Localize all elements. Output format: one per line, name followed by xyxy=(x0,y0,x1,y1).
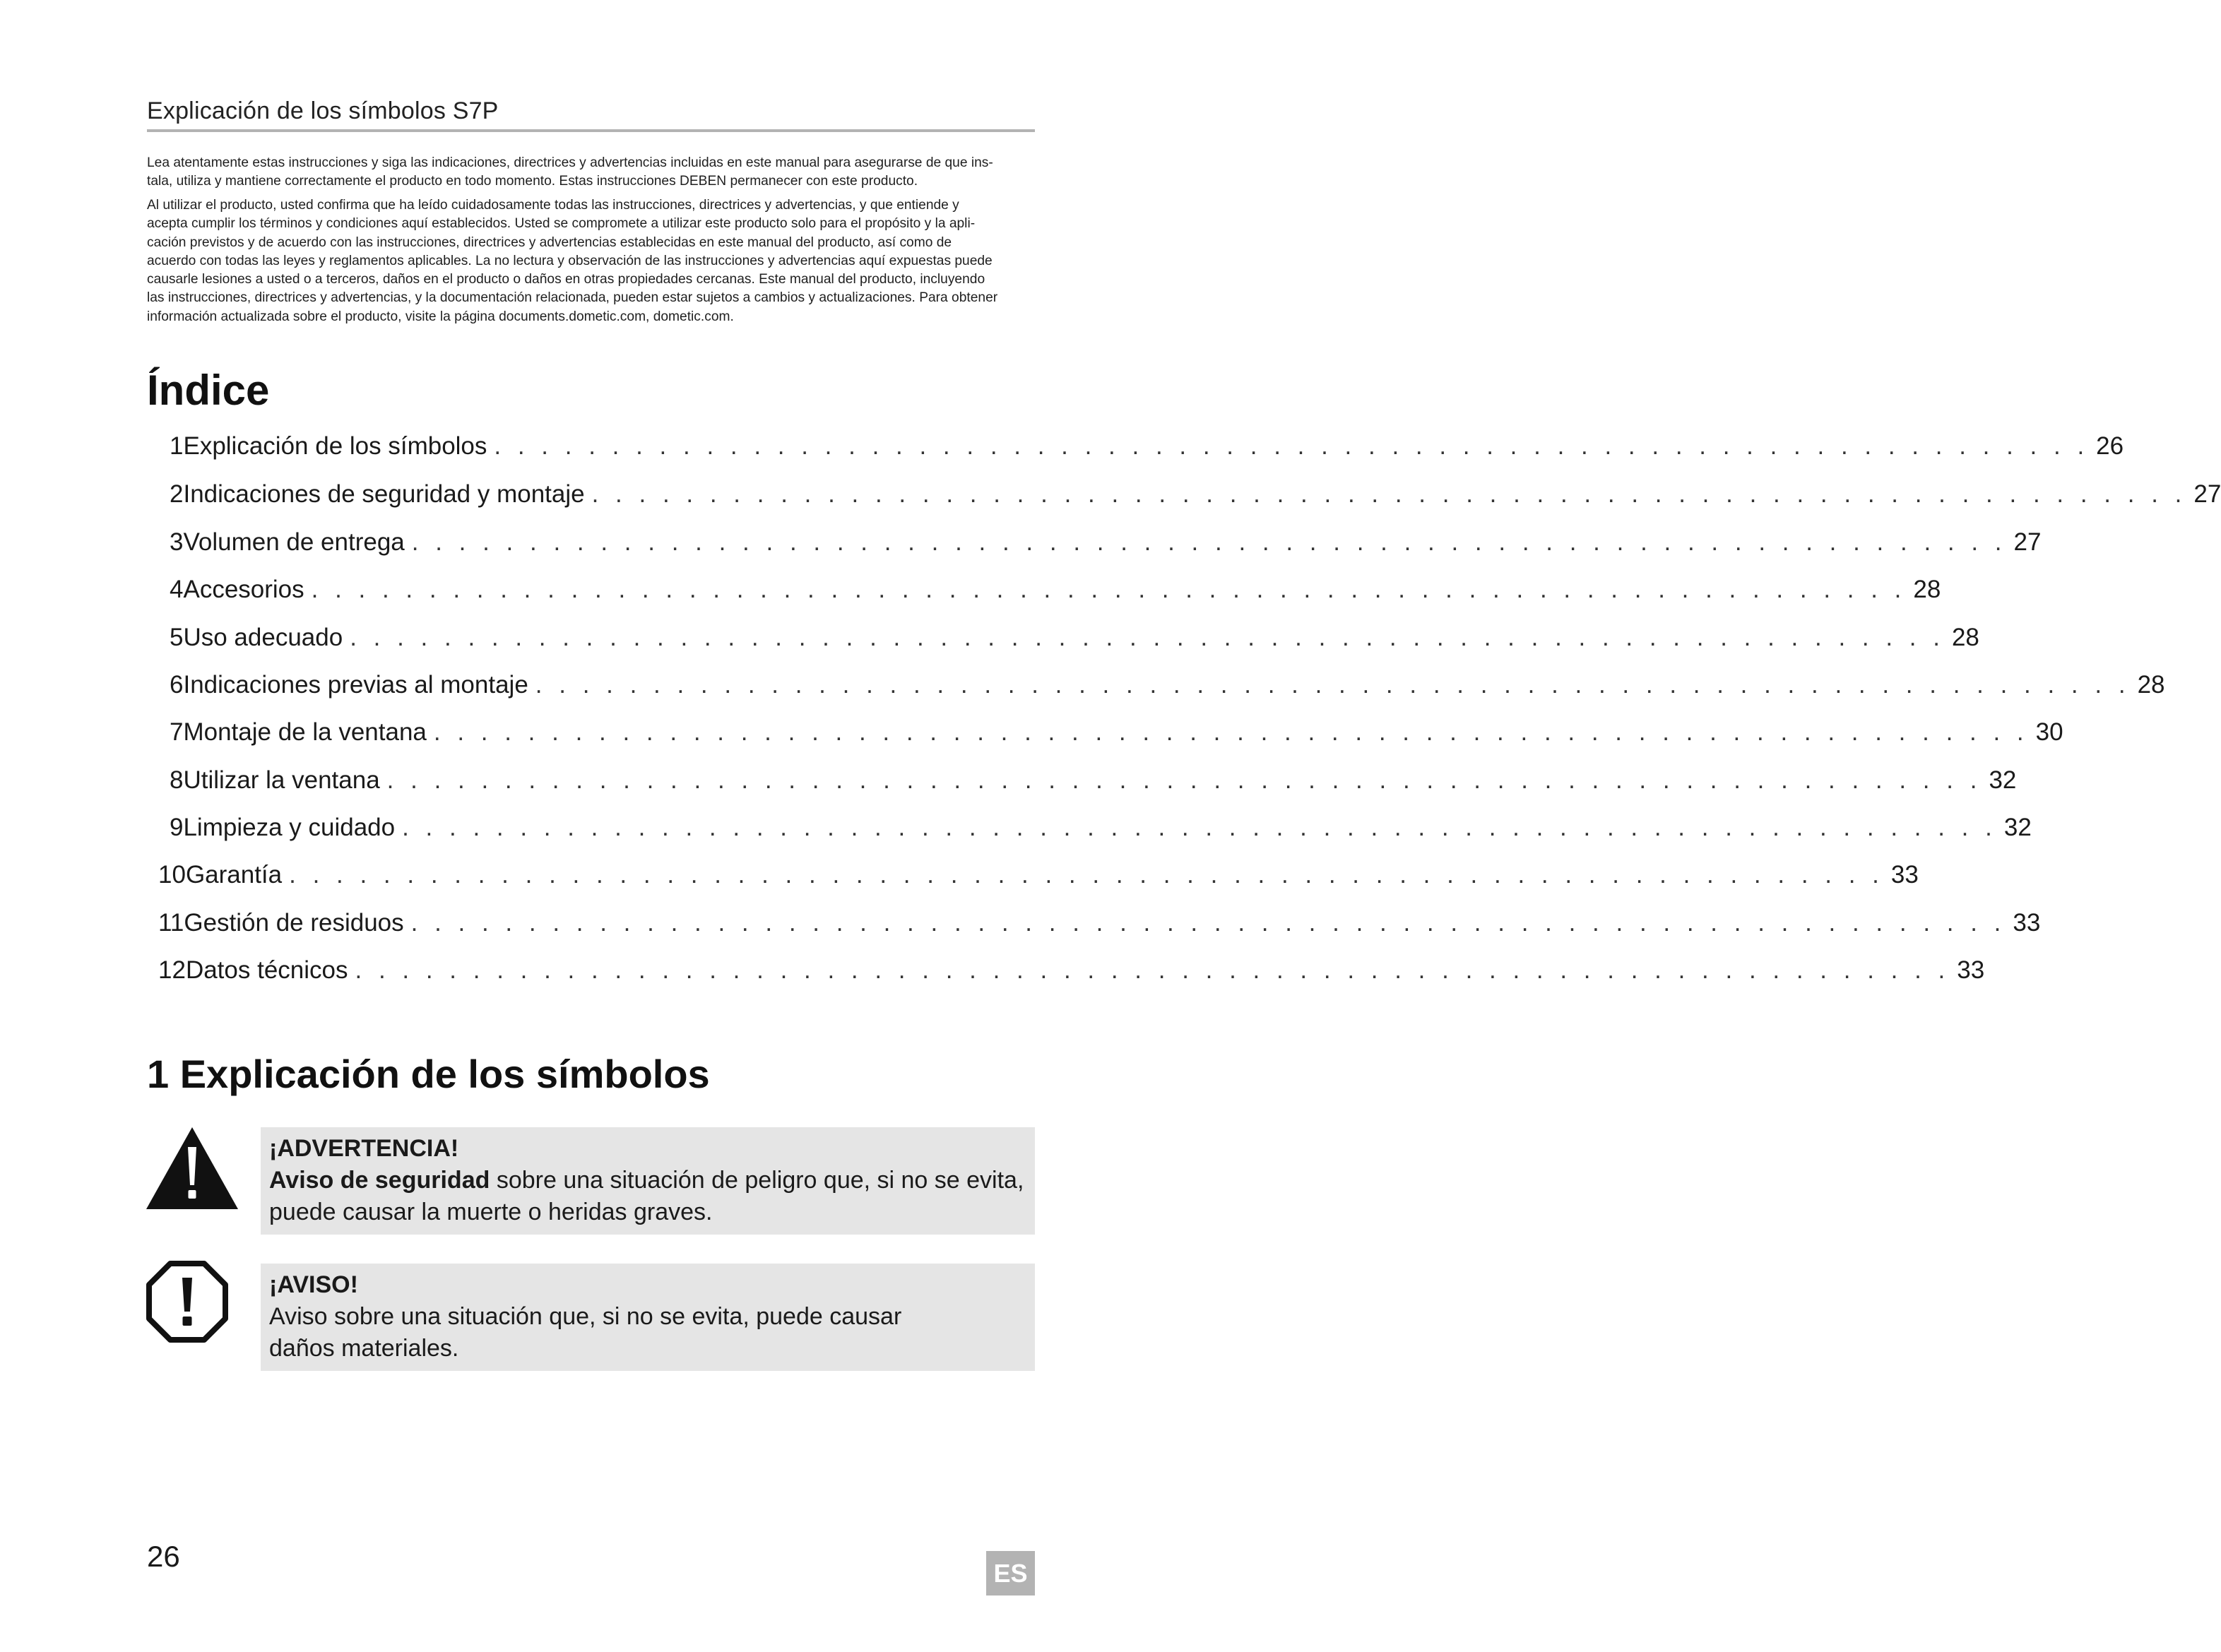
warning-keyword: ¡ADVERTENCIA! xyxy=(269,1135,459,1162)
toc-entry-12[interactable] xyxy=(158,956,1985,996)
toc-leader-dots: . . . . . . . . . . . . . . . . . . . . . . . . . . . . . . . . . . . . . . . . . . . . . . . . . . . . . . . . . . . . . . . . . . . . xyxy=(311,576,1907,603)
toc-entry-title: Limpieza y cuidado xyxy=(183,814,396,841)
toc-entry-5[interactable] xyxy=(170,624,1979,663)
toc-entry-11[interactable] xyxy=(158,909,2041,949)
toc-leader-dots: . . . . . . . . . . . . . . . . . . . . . . . . . . . . . . . . . . . . . . . . . . . . . . . . . . . . . . . . . . . . . . . . . . . . xyxy=(355,956,1950,984)
warning-lead: Aviso de seguridad xyxy=(269,1167,490,1194)
notice-box xyxy=(261,1264,1035,1371)
toc-entry-page: 28 xyxy=(1913,576,1941,603)
intro-line: causarle lesiones a usted o a terceros, daños en el producto o daños en otras propiedades cercanas. Este manual del producto, incluyendo xyxy=(147,272,985,287)
intro-line: acepta cumplir los términos y condiciones aquí establecidos. Usted se compromete a utilizar este producto solo para el propósito y la apli- xyxy=(147,216,976,232)
toc-entry-title: Indicaciones previas al montaje xyxy=(183,671,528,699)
toc-entry-2[interactable] xyxy=(170,480,2221,520)
notice-line2: daños materiales. xyxy=(269,1335,459,1362)
toc-entry-title: Garantía xyxy=(185,861,283,889)
warning-box xyxy=(261,1127,1035,1235)
toc-leader-dots: . . . . . . . . . . . . . . . . . . . . . . . . . . . . . . . . . . . . . . . . . . . . . . . . . . . . . . . . . . . . . . . . . . . . xyxy=(402,814,1997,841)
intro-line: cación previstos y de acuerdo con las instrucciones, directrices y advertencias establecidas en este manual del producto, así como de xyxy=(147,234,952,250)
toc-entry-page: 26 xyxy=(2096,432,2124,460)
intro-line: acuerdo con todas las leyes y reglamentos aplicables. La no lectura y observación de las instrucciones y advertencias aquí expuestas puede xyxy=(147,253,993,268)
intro-paragraph-1 xyxy=(147,154,1035,191)
toc-entry-page: 33 xyxy=(1890,861,1919,889)
page-number: 26 xyxy=(147,1540,180,1573)
warning-line2: puede causar la muerte o heridas graves. xyxy=(269,1199,713,1225)
toc-entry-10[interactable] xyxy=(158,861,1919,901)
intro-paragraph-2 xyxy=(147,196,1035,326)
toc-heading: Índice xyxy=(147,367,270,414)
header-divider xyxy=(147,129,1035,132)
warning-triangle-icon xyxy=(146,1127,238,1209)
toc-entry-3[interactable] xyxy=(170,528,2042,568)
toc-entry-page: 28 xyxy=(2137,671,2165,699)
toc-entry-number: 1 xyxy=(170,432,184,460)
toc-entry-page: 32 xyxy=(2003,814,2032,841)
toc-entry-title: Explicación de los símbolos xyxy=(183,432,487,460)
toc-entry-page: 30 xyxy=(2035,718,2063,746)
toc-entry-page: 32 xyxy=(1989,766,2017,794)
toc-entry-number: 3 xyxy=(170,528,184,556)
toc-leader-dots: . . . . . . . . . . . . . . . . . . . . . . . . . . . . . . . . . . . . . . . . . . . . . . . . . . . . . . . . . . . . . . . . . . . . xyxy=(289,861,1884,889)
notice-line1: Aviso sobre una situación que, si no se evita, puede causar xyxy=(269,1303,902,1330)
intro-line: Lea atentamente estas instrucciones y siga las indicaciones, directrices y advertencias incluidas en este manual para asegurarse de que ins- xyxy=(147,155,993,170)
toc-entry-4[interactable] xyxy=(170,576,1941,615)
toc-entry-title: Volumen de entrega xyxy=(183,528,405,556)
toc-entry-title: Montaje de la ventana xyxy=(183,718,427,746)
intro-line: información actualizada sobre el producto, visite la página documents.dometic.com, dometic.com. xyxy=(147,309,734,324)
toc-leader-dots: . . . . . . . . . . . . . . . . . . . . . . . . . . . . . . . . . . . . . . . . . . . . . . . . . . . . . . . . . . . . . . . . . . . . xyxy=(386,766,1982,794)
section-heading: 1 Explicación de los símbolos xyxy=(147,1052,710,1096)
toc-leader-dots: . . . . . . . . . . . . . . . . . . . . . . . . . . . . . . . . . . . . . . . . . . . . . . . . . . . . . . . . . . . . . . . . . . . . xyxy=(591,480,2187,508)
toc-leader-dots: . . . . . . . . . . . . . . . . . . . . . . . . . . . . . . . . . . . . . . . . . . . . . . . . . . . . . . . . . . . . . . . . . . . . xyxy=(350,624,1945,651)
toc-entry-title: Gestión de residuos xyxy=(184,909,404,937)
intro-line: las instrucciones, directrices y advertencias, y la documentación relacionada, pueden estar sujetos a cambios y actualizaciones. Para obtener xyxy=(147,290,998,306)
toc-entry-page: 27 xyxy=(2193,480,2221,508)
toc-entry-number: 7 xyxy=(170,718,184,746)
toc-entry-number: 2 xyxy=(170,480,184,508)
notice-keyword: ¡AVISO! xyxy=(269,1271,358,1298)
toc-entry-number: 9 xyxy=(170,814,184,841)
language-badge: ES xyxy=(986,1551,1035,1595)
toc-leader-dots: . . . . . . . . . . . . . . . . . . . . . . . . . . . . . . . . . . . . . . . . . . . . . . . . . . . . . . . . . . . . . . . . . . . . xyxy=(433,718,2029,746)
notice-octagon-icon xyxy=(146,1261,228,1343)
toc-leader-dots: . . . . . . . . . . . . . . . . . . . . . . . . . . . . . . . . . . . . . . . . . . . . . . . . . . . . . . . . . . . . . . . . . . . . xyxy=(535,671,2131,699)
toc-entry-title: Utilizar la ventana xyxy=(183,766,380,794)
toc-entry-title: Datos técnicos xyxy=(185,956,348,984)
toc-entry-9[interactable] xyxy=(170,814,2032,853)
toc-entry-page: 33 xyxy=(2013,909,2041,937)
toc-entry-title: Indicaciones de seguridad y montaje xyxy=(183,480,585,508)
toc-leader-dots: . . . . . . . . . . . . . . . . . . . . . . . . . . . . . . . . . . . . . . . . . . . . . . . . . . . . . . . . . . . . . . . . . . . . xyxy=(411,528,2007,556)
toc-entry-page: 27 xyxy=(2013,528,2042,556)
toc-entry-number: 10 xyxy=(158,861,186,889)
toc-entry-number: 6 xyxy=(170,671,184,699)
intro-line: Al utilizar el producto, usted confirma que ha leído cuidadosamente todas las instrucciones, directrices y advertencias, y que entiende y xyxy=(147,198,959,213)
toc-entry-number: 5 xyxy=(170,624,184,651)
page-header-title: Explicación de los símbolos S7P xyxy=(147,97,499,124)
toc-entry-number: 12 xyxy=(158,956,186,984)
toc-entry-6[interactable] xyxy=(170,671,2165,711)
toc-entry-1[interactable] xyxy=(170,432,2124,472)
toc-leader-dots: . . . . . . . . . . . . . . . . . . . . . . . . . . . . . . . . . . . . . . . . . . . . . . . . . . . . . . . . . . . . . . . . . . . . xyxy=(494,432,2090,460)
toc-leader-dots: . . . . . . . . . . . . . . . . . . . . . . . . . . . . . . . . . . . . . . . . . . . . . . . . . . . . . . . . . . . . . . . . . . . . xyxy=(410,909,2006,937)
toc-entry-8[interactable] xyxy=(170,766,2017,806)
warning-line1-rest: sobre una situación de peligro que, si no se evita, xyxy=(490,1167,1024,1194)
toc-entry-page: 28 xyxy=(1951,624,1979,651)
intro-line: tala, utiliza y mantiene correctamente el producto en todo momento. Estas instrucciones DEBEN permanecer con este producto. xyxy=(147,174,918,189)
toc-entry-7[interactable] xyxy=(170,718,2063,758)
toc-entry-title: Accesorios xyxy=(183,576,304,603)
toc-entry-number: 4 xyxy=(170,576,184,603)
warning-text xyxy=(269,1133,1024,1228)
toc-entry-title: Uso adecuado xyxy=(183,624,343,651)
toc-entry-number: 8 xyxy=(170,766,184,794)
toc-entry-page: 33 xyxy=(1957,956,1985,984)
notice-text xyxy=(269,1269,901,1365)
toc-entry-number: 11 xyxy=(158,909,184,937)
